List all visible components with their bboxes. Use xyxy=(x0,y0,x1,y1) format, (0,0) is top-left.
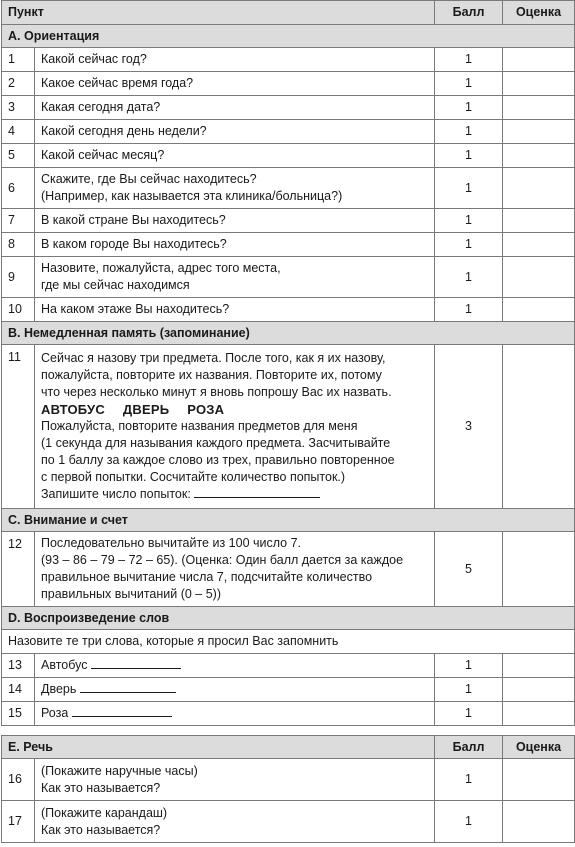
item-text: Какое сейчас время года? xyxy=(35,72,435,96)
item-line: (93 – 86 – 79 – 72 – 65). (Оценка: Один балл дается за каждое xyxy=(41,553,404,567)
spacer xyxy=(2,726,575,736)
answer-input-line[interactable] xyxy=(80,682,176,693)
rating-cell[interactable] xyxy=(503,702,575,726)
header-item: Пункт xyxy=(2,1,435,25)
recall-instruction: Назовите те три слова, которые я просил Вас запомнить xyxy=(2,630,575,654)
rating-cell[interactable] xyxy=(503,72,575,96)
table-row xyxy=(2,345,575,509)
item-line: Последовательно вычитайте из 100 число 7. xyxy=(41,536,302,550)
item-text: Назовите, пожалуйста, адрес того места, xyxy=(41,261,281,275)
rating-cell[interactable] xyxy=(503,654,575,678)
item-text: Автобус xyxy=(41,658,88,672)
memory-word: ДВЕРЬ xyxy=(122,402,170,417)
rating-cell[interactable] xyxy=(503,532,575,607)
section-c-header xyxy=(2,509,575,532)
section-e-score-header: Балл xyxy=(435,736,503,759)
item-number: 8 xyxy=(2,233,35,257)
table-row xyxy=(2,233,575,257)
section-b-header xyxy=(2,322,575,345)
section-e-title: Е. Речь xyxy=(2,736,435,759)
item-number: 11 xyxy=(2,345,35,509)
rating-cell[interactable] xyxy=(503,759,575,801)
table-row xyxy=(2,120,575,144)
attempts-label: Запишите число попыток: xyxy=(41,487,191,501)
assessment-table xyxy=(1,0,575,843)
item-score: 1 xyxy=(435,48,503,72)
rating-cell[interactable] xyxy=(503,144,575,168)
rating-cell[interactable] xyxy=(503,257,575,298)
item-line: Сейчас я назову три предмета. После того, как я их назову, xyxy=(41,351,386,365)
table-row xyxy=(2,759,575,801)
rating-cell[interactable] xyxy=(503,801,575,843)
section-d-header xyxy=(2,607,575,630)
section-e-header xyxy=(2,736,575,759)
item-score: 5 xyxy=(435,532,503,607)
item-line: (1 секунда для называния каждого предмета. Засчитывайте xyxy=(41,436,391,450)
item-number: 10 xyxy=(2,298,35,322)
item-text-cell xyxy=(35,678,435,702)
item-score: 1 xyxy=(435,168,503,209)
table-row xyxy=(2,72,575,96)
section-e-rating-header: Оценка xyxy=(503,736,575,759)
header-rating: Оценка xyxy=(503,1,575,25)
item-score: 1 xyxy=(435,654,503,678)
rating-cell[interactable] xyxy=(503,48,575,72)
item-number: 16 xyxy=(2,759,35,801)
item-score: 1 xyxy=(435,144,503,168)
item-line: правильных вычитаний (0 – 5)) xyxy=(41,587,221,601)
item-text: Какая сегодня дата? xyxy=(35,96,435,120)
table-row xyxy=(2,168,575,209)
instruction-row xyxy=(2,630,575,654)
item-score: 1 xyxy=(435,72,503,96)
rating-cell[interactable] xyxy=(503,678,575,702)
rating-cell[interactable] xyxy=(503,345,575,509)
table-row xyxy=(2,654,575,678)
item-score: 1 xyxy=(435,209,503,233)
item-text: Какой сейчас год? xyxy=(35,48,435,72)
item-text: В каком городе Вы находитесь? xyxy=(35,233,435,257)
section-a-title: А. Ориентация xyxy=(2,25,575,48)
table-header xyxy=(2,1,575,25)
item-number: 3 xyxy=(2,96,35,120)
item-text: Дверь xyxy=(41,682,77,696)
item-text: (Покажите карандаш) xyxy=(41,805,168,820)
item-text-cell xyxy=(35,532,435,607)
item-line: пожалуйста, повторите их названия. Повторите их, потому xyxy=(41,368,382,382)
memory-word: АВТОБУС xyxy=(41,402,105,417)
attempts-input-line[interactable] xyxy=(194,487,320,498)
item-score: 1 xyxy=(435,233,503,257)
item-number: 4 xyxy=(2,120,35,144)
table-row xyxy=(2,96,575,120)
item-text-cell xyxy=(35,257,435,298)
section-a-header xyxy=(2,25,575,48)
item-text: Роза xyxy=(41,706,69,720)
item-number: 1 xyxy=(2,48,35,72)
item-score: 1 xyxy=(435,678,503,702)
item-text-cell xyxy=(35,654,435,678)
item-score: 1 xyxy=(435,759,503,801)
item-number: 7 xyxy=(2,209,35,233)
table-row xyxy=(2,209,575,233)
rating-cell[interactable] xyxy=(503,298,575,322)
item-text-cell xyxy=(35,759,435,801)
table-row xyxy=(2,678,575,702)
memory-words xyxy=(41,401,428,418)
spacer-row xyxy=(2,726,575,736)
rating-cell[interactable] xyxy=(503,120,575,144)
item-line: правильное вычитание числа 7, подсчитайте количество xyxy=(41,570,373,584)
item-score: 1 xyxy=(435,96,503,120)
item-text: В какой стране Вы находитесь? xyxy=(35,209,435,233)
item-number: 6 xyxy=(2,168,35,209)
item-score: 1 xyxy=(435,801,503,843)
item-line: с первой попытки. Сосчитайте количество попыток.) xyxy=(41,470,346,484)
table-row xyxy=(2,144,575,168)
item-text-cell xyxy=(35,702,435,726)
table-row xyxy=(2,702,575,726)
item-text: На каком этаже Вы находитесь? xyxy=(35,298,435,322)
header-score: Балл xyxy=(435,1,503,25)
item-number: 12 xyxy=(2,532,35,607)
answer-input-line[interactable] xyxy=(72,706,172,717)
item-number: 14 xyxy=(2,678,35,702)
item-number: 5 xyxy=(2,144,35,168)
table-row xyxy=(2,801,575,843)
attempts-line xyxy=(41,486,428,503)
item-text: (Покажите наручные часы) xyxy=(41,763,198,778)
item-line: что через несколько минут я вновь попрошу Вас их назвать. xyxy=(41,385,392,399)
item-line: по 1 баллу за каждое слово из трех, правильно повторенное xyxy=(41,453,395,467)
table-row xyxy=(2,298,575,322)
rating-cell[interactable] xyxy=(503,233,575,257)
table-row xyxy=(2,257,575,298)
section-c-title: С. Внимание и счет xyxy=(2,509,575,532)
item-score: 1 xyxy=(435,120,503,144)
section-d-title: D. Воспроизведение слов xyxy=(2,607,575,630)
item-number: 15 xyxy=(2,702,35,726)
item-number: 9 xyxy=(2,257,35,298)
item-number: 13 xyxy=(2,654,35,678)
rating-cell[interactable] xyxy=(503,96,575,120)
item-text-cell xyxy=(35,801,435,843)
item-line: Пожалуйста, повторите названия предметов для меня xyxy=(41,419,358,433)
answer-input-line[interactable] xyxy=(91,658,181,669)
item-number: 2 xyxy=(2,72,35,96)
rating-cell[interactable] xyxy=(503,209,575,233)
item-text-cell xyxy=(35,345,435,509)
item-score: 1 xyxy=(435,257,503,298)
item-score: 1 xyxy=(435,702,503,726)
item-text-secondary: Как это называется? xyxy=(41,780,161,795)
table-row xyxy=(2,532,575,607)
item-score: 3 xyxy=(435,345,503,509)
section-b-title: В. Немедленная память (запоминание) xyxy=(2,322,575,345)
table-row xyxy=(2,48,575,72)
item-text: Какой сейчас месяц? xyxy=(35,144,435,168)
item-text-secondary: (Например, как называется эта клиника/больница?) xyxy=(41,189,343,203)
item-text: Какой сегодня день недели? xyxy=(35,120,435,144)
memory-word: РОЗА xyxy=(187,402,225,417)
rating-cell[interactable] xyxy=(503,168,575,209)
item-text-cell xyxy=(35,168,435,209)
item-number: 17 xyxy=(2,801,35,843)
item-score: 1 xyxy=(435,298,503,322)
item-text-secondary: где мы сейчас находимся xyxy=(41,278,190,292)
item-text-secondary: Как это называется? xyxy=(41,822,161,837)
item-text: Скажите, где Вы сейчас находитесь? xyxy=(41,172,257,186)
